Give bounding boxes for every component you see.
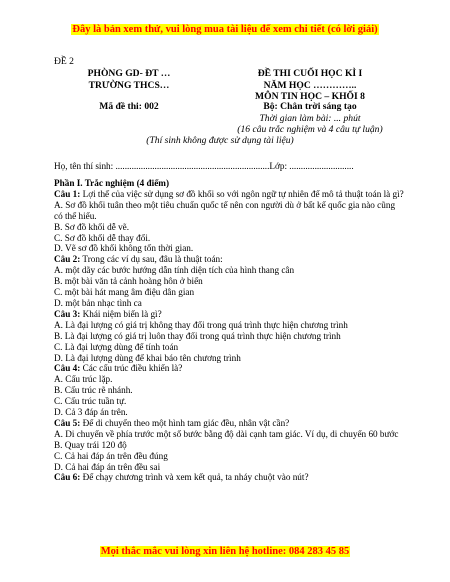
question-2-option-d: D. một bản nhạc tình ca <box>54 297 142 308</box>
exam-content <box>54 178 404 483</box>
exam-title: ĐỀ THI CUỐI HỌC KÌ I <box>257 68 363 79</box>
question-2: Câu 2: Trong các ví dụ sau, đâu là thuật toán: <box>54 254 223 265</box>
exam-note: (Thí sinh không được sử dụng tài liệu) <box>146 135 294 146</box>
question-2-option-c: C. một bài hát mang âm điệu dân gian <box>54 287 195 298</box>
question-2-option-a: A. một dãy các bước hướng dẫn tính diện tích của hình thang cân <box>54 265 295 276</box>
question-5-option-a: A. Di chuyển về phía trước một số bước bằng độ dài cạnh tam giác. Ví dụ, di chuyển 60 bước <box>54 428 399 439</box>
school-year: NĂM HỌC ………….. <box>263 80 357 91</box>
school-name: TRƯỜNG THCS… <box>88 80 170 91</box>
department-name: PHÒNG GD- ĐT … <box>87 68 171 79</box>
question-5-option-d: D. Cả hai đáp án trên đều sai <box>54 461 161 472</box>
exam-code: Mã đề thi: 002 <box>99 101 159 112</box>
question-1-option-d: D. Vẽ sơ đồ khối không tốn thời gian. <box>54 243 194 254</box>
question-1: Câu 1: Lợi thế của việc sử dụng sơ đồ khối so với ngôn ngữ tự nhiên để mô tả thuật toán là gì? <box>54 188 404 199</box>
section-title: Phần I. Trắc nghiệm (4 điểm) <box>54 178 170 188</box>
question-3: Câu 3: Khái niệm biến là gì? <box>54 308 162 319</box>
question-4-option-c: C. Cấu trúc tuần tự. <box>54 396 127 407</box>
question-3-option-c: C. Là đại lượng dùng để tính toán <box>54 341 179 352</box>
question-5-option-b: B. Quay trái 120 độ <box>54 439 127 450</box>
question-4: Câu 4: Các cấu trúc điều khiển là? <box>54 363 183 374</box>
question-4-option-a: A. Cấu trúc lặp. <box>54 374 113 385</box>
question-5-option-c: C. Cả hai đáp án trên đều đúng <box>54 450 168 461</box>
subject: MÔN TIN HỌC – KHỐI 8 <box>255 91 365 102</box>
question-3-option-a: A. Là đại lượng có giá trị không thay đổi trong quá trình thực hiện chương trình <box>54 319 348 330</box>
question-1-option-b: B. Sơ đồ khối dễ vẽ. <box>54 221 130 232</box>
exam-duration: Thời gian làm bài: ... phút <box>259 113 361 124</box>
hotline-banner: Mọi thắc mắc vui lòng xin liên hệ hotline: 084 283 45 85 <box>100 546 350 557</box>
question-5: Câu 5: Để di chuyển theo một hình tam giác đều, nhân vật cần? <box>54 417 290 428</box>
question-6: Câu 6: Để chạy chương trình và xem kết quả, ta nháy chuột vào nút? <box>54 472 309 483</box>
question-3-option-b: B. Là đại lượng có giá trị luôn thay đổi trong quá trình thực hiện chương trình <box>54 330 341 341</box>
student-info-line: Họ, tên thí sinh: ...................................................................Lớp: ............................ <box>54 161 354 171</box>
question-1-option-a: A. Sơ đồ khối tuân theo một tiêu chuẩn quốc tế nên con người dù ở bất kể quốc gia nào cũng có thể hiểu. <box>54 199 396 221</box>
textbook-series: Bộ: Chân trời sáng tạo <box>263 101 357 112</box>
preview-banner: Đây là bản xem thử, vui lòng mua tài liệu để xem chi tiết (có lời giải) <box>72 24 378 35</box>
question-2-option-b: B. một bài văn tả cảnh hoàng hôn ở biển <box>54 276 203 287</box>
question-count: (16 câu trắc nghiệm và 4 câu tự luận) <box>237 124 383 135</box>
question-4-option-d: D. Cả 3 đáp án trên. <box>54 407 128 418</box>
question-3-option-d: D. Là đại lượng dùng để khai báo tên chương trình <box>54 352 241 363</box>
question-4-option-b: B. Cấu trúc rẽ nhánh. <box>54 385 133 396</box>
question-1-option-c: C. Sơ đồ khối dễ thay đổi. <box>54 232 151 243</box>
exam-number: ĐỀ 2 <box>54 56 74 67</box>
